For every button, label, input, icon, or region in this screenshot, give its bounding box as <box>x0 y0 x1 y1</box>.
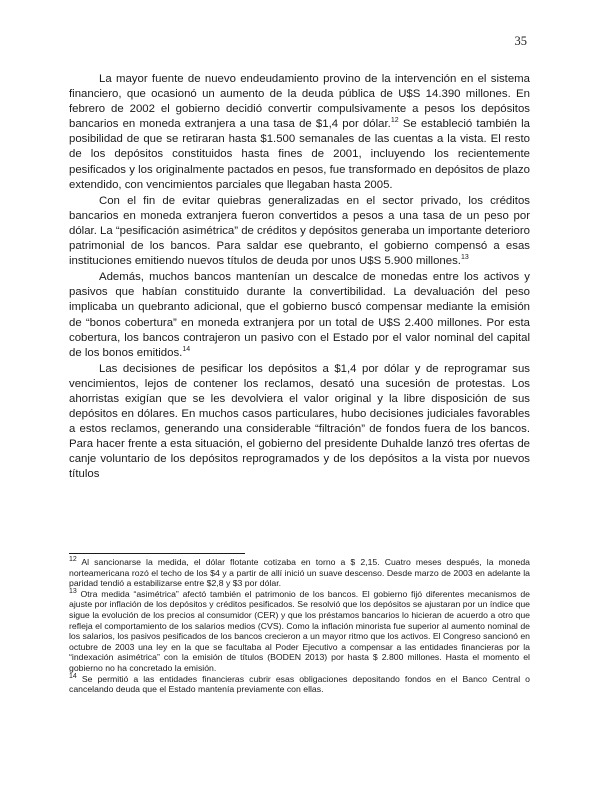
footnote-text: Se permitió a las entidades financieras cubrir esas obligaciones depositando fondos en el Banco Central o cancelando deuda que el Estado mantenía previamente con ellas. <box>69 673 530 695</box>
paragraph <box>69 270 530 361</box>
footnote-ref[interactable]: 14 <box>182 345 191 353</box>
paragraph <box>69 362 530 483</box>
footnote-number: 12 <box>69 556 77 564</box>
paragraph-text: Con el fin de evitar quiebras generalizadas en el sector privado, los créditos bancarios en moneda extranjera fueron convertidos a pesos a una tasa de un peso por dólar. La “pesificación asimétrica” de créditos y depósitos generaba un importante deterioro patrimonial de los bancos. Para saldar ese quebranto, el gobierno compensó a esas instituciones emitiendo nuevos títulos de deuda por unos U$S 5.900 millones. <box>69 194 530 268</box>
footnote-number: 14 <box>69 672 77 680</box>
footnotes <box>69 557 530 695</box>
page-number: 35 <box>514 34 527 48</box>
footnote-ref[interactable]: 12 <box>390 117 399 125</box>
footnote-text: Otra medida “asimétrica” afectó también el patrimonio de los bancos. El gobierno fijó diferentes mecanismos de ajuste por inflación de los depósitos y créditos pesificados. Se resolvió que los depósitos se ajustaran por un índice que sigue la evolución de los precios al consumidor (CER) y que los préstamos bancarios lo hicieran de acuerdo a otro que refleja el comportamiento de los salarios medios (CVS). Como la inflación minorista fue superior al aumento nominal de los salarios, los pasivos pesificados de los bancos crecieron a un mayor ritmo que los activos. El Congreso sancionó en octubre de 2003 una ley en la que se facultaba al Poder Ejecutivo a compensar a las entidades financieras por la “indexación asimétrica” con la emisión de títulos (BODEN 2013) por hasta $ 2.800 millones. Hasta el momento el gobierno no ha concretado la emisión. <box>69 588 530 673</box>
footnote-ref[interactable]: 13 <box>460 254 469 262</box>
paragraph-text: La mayor fuente de nuevo endeudamiento provino de la intervención en el sistema financiero, que ocasionó un aumento de la deuda pública de U$S 14.390 millones. En febrero de 2002 el gobierno decidió convertir compulsivamente a pesos los depósitos bancarios en moneda extranjera a una tasa de $1,4 por dólar. <box>69 73 530 131</box>
paragraph <box>69 72 530 193</box>
paragraph-text: Las decisiones de pesificar los depósitos a $1,4 por dólar y de reprogramar sus vencimientos, lejos de contener los reclamos, desató una sucesión de protestas. Los ahorristas exigían que se les devolviera el valor original y la libre disposición de sus depósitos en dólares. En muchos casos particulares, hubo decisiones judiciales favorables a estos reclamos, generando una considerable “filtración” de fondos fuera de los bancos. Para hacer frente a esta situación, el gobierno del presidente Duhalde lanzó tres ofertas de canje voluntario de los depósitos reprogramados y de los depósitos a la vista por nuevos títulos <box>69 362 530 481</box>
footnote-number: 13 <box>69 587 77 595</box>
footnote <box>69 589 530 674</box>
footnote <box>69 557 530 589</box>
footnote-separator <box>69 553 245 554</box>
paragraph <box>69 194 530 269</box>
footnote <box>69 674 530 695</box>
paragraph-text: Se estableció también la posibilidad de que se retiraran hasta $1.500 semanales de las cuentas a la vista. El resto de los depósitos constituidos hasta fines de 2001, incluyendo los recientemente pesificados y los originalmente pactados en pesos, fue transformado en depósitos de plazo extendido, con vencimientos parciales que llegaban hasta 2005. <box>69 118 530 191</box>
footnote-text: Al sancionarse la medida, el dólar flotante cotizaba en torno a $ 2,15. Cuatro meses después, la moneda norteamericana rozó el techo de los $4 y a partir de allí inició un suave descenso. Desde marzo de 2003 en adelante la paridad tendió a estabilizarse entre $2,8 y $3 por dólar. <box>69 557 530 589</box>
body-text <box>69 72 530 483</box>
paragraph-text: Además, muchos bancos mantenían un descalce de monedas entre los activos y pasivos que habían constituido durante la convertibilidad. La devaluación del peso implicaba un quebranto adicional, que el gobierno buscó compensar mediante la emisión de “bonos cobertura” en moneda extranjera por un total de U$S 2.400 millones. Por esta cobertura, los bancos contrajeron un pasivo con el Estado por el valor nominal del capital de los bonos emitidos. <box>69 271 530 359</box>
